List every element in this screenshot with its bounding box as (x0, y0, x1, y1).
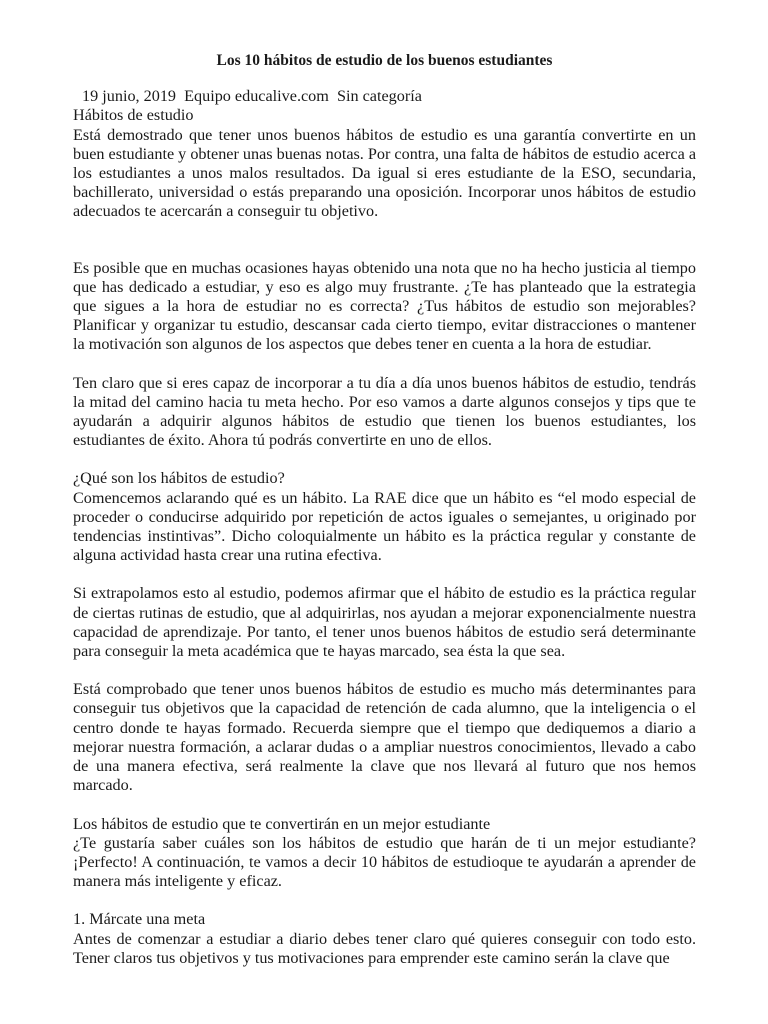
paragraph-3: Ten claro que si eres capaz de incorporar a tu día a día unos buenos hábitos de estudio, tendrás la mitad del camino hacia tu meta hecho. Por eso vamos a darte algunos consejos y tips que te ayudarán a adquirir algunos hábitos de estudio que tienen los buenos estudiantes, los estudiantes de éxito. Ahora tú podrás convertirte en uno de ellos. (73, 373, 696, 450)
spacer (73, 796, 696, 815)
paragraph-2: Es posible que en muchas ocasiones hayas obtenido una nota que no ha hecho justicia al tiempo que has dedicado a estudiar, y eso es algo muy frustrante. ¿Te has planteado que la estrategia que sigues a la hora de estudiar no es correcta? ¿Tus hábitos de estudio son mejorables? Planificar y organizar tu estudio, descansar cada cierto tiempo, evitar distracciones o mantener la motivación son algunos de los aspectos que debes tener en cuenta a la hora de estudiar. (73, 258, 696, 354)
spacer (73, 661, 696, 680)
paragraph-4: Comencemos aclarando qué es un hábito. La RAE dice que un hábito es “el modo especial de proceder o conducirse adquirido por repetición de actos iguales o semejantes, u originado por tendencias instintivas”. Dicho coloquialmente un hábito es la práctica regular y constante de alguna actividad hasta crear una rutina efectiva. (73, 488, 696, 565)
paragraph-7: ¿Te gustaría saber cuáles son los hábitos de estudio que harán de ti un mejor estudiante? ¡Perfecto! A continuación, te vamos a decir 10 hábitos de estudioque te ayudarán a aprender de manera más inteligente y eficaz. (73, 833, 696, 891)
document-title: Los 10 hábitos de estudio de los buenos estudiantes (216, 52, 553, 69)
spacer (73, 891, 696, 910)
post-meta: 19 junio, 2019 Equipo educalive.com Sin categoría (78, 87, 422, 106)
spacer (73, 222, 696, 259)
spacer (73, 565, 696, 584)
section-heading-mejor-estudiante: Los hábitos de estudio que te convertirán en un mejor estudiante (73, 814, 491, 833)
paragraph-6: Está comprobado que tener unos buenos hábitos de estudio es mucho más determinantes para conseguir tus objetivos que la capacidad de retención de cada alumno, que la inteligencia o el centro donde te hayas formado. Recuerda siempre que el tiempo que dediquemos a diario a mejorar nuestra formación, a aclarar dudas o a ampliar nuestros conocimientos, llevado a cabo de una manera efectiva, será realmente la clave que nos llevará al futuro que nos hemos marcado. (73, 680, 696, 795)
section-heading-que-son: ¿Qué son los hábitos de estudio? (73, 469, 285, 488)
paragraph-1: Está demostrado que tener unos buenos hábitos de estudio es una garantía convertirte en un buen estudiante y obtener unas buenas notas. Por contra, una falta de hábitos de estudio acerca a los estudiantes a unos malos resultados. Da igual si eres estudiante de la ESO, secundaria, bachillerato, universidad o estás preparando una oposición. Incorporar unos hábitos de estudio adecuados te acercarán a conseguir tu objetivo. (73, 125, 696, 221)
section-heading-habitos: Hábitos de estudio (73, 106, 194, 125)
section-heading-meta: 1. Márcate una meta (73, 910, 206, 929)
paragraph-8: Antes de comenzar a estudiar a diario debes tener claro qué quieres conseguir con todo esto. Tener claros tus objetivos y tus motivaciones para emprender este camino serán la clave que (73, 929, 696, 967)
spacer (73, 355, 696, 374)
paragraph-5: Si extrapolamos esto al estudio, podemos afirmar que el hábito de estudio es la práctica regular de ciertas rutinas de estudio, que al adquirirlas, nos ayudan a mejorar exponencialmente nuestra capacidad de aprendizaje. Por tanto, el tener unos buenos hábitos de estudio será determinante para conseguir la meta académica que te hayas marcado, sea ésta la que sea. (73, 584, 696, 661)
spacer (73, 450, 696, 469)
